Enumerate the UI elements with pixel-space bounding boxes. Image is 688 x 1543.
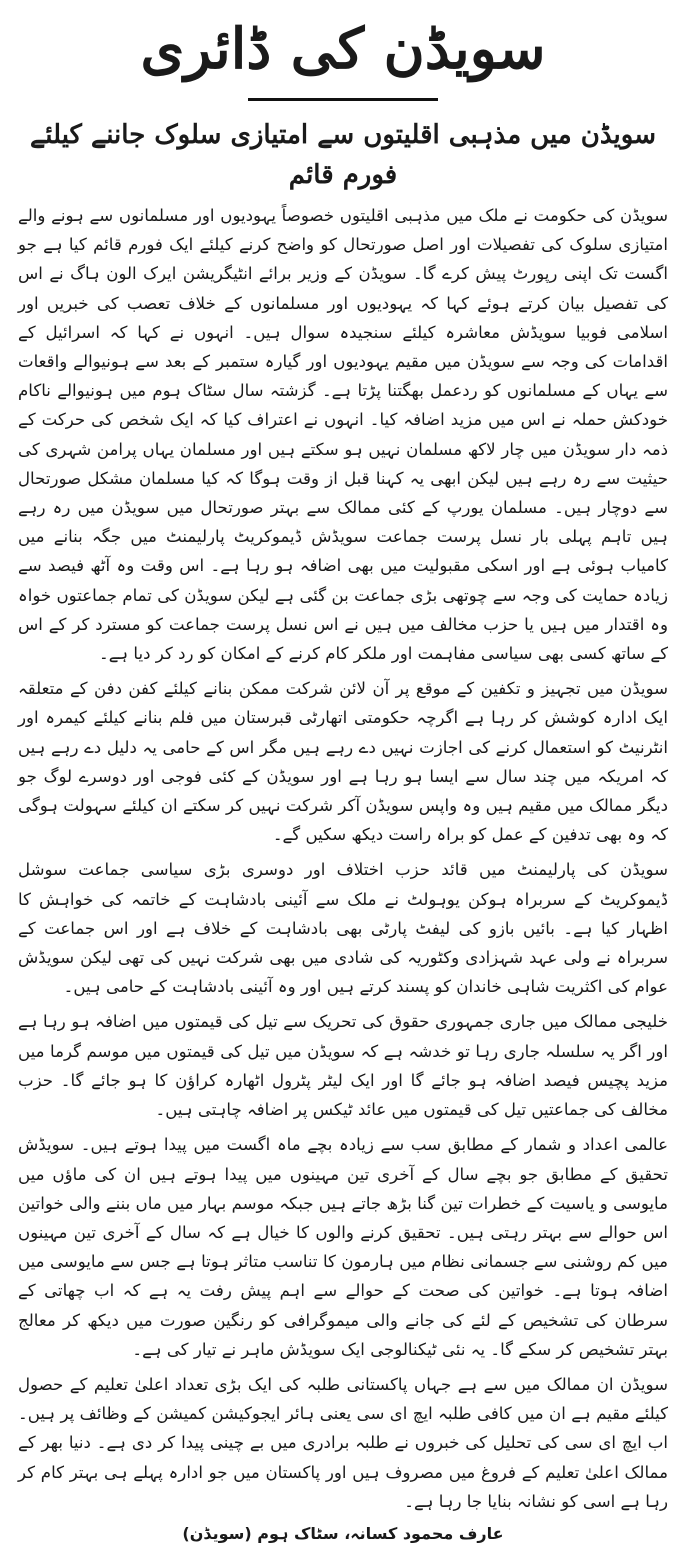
paragraph: خلیجی ممالک میں جاری جمہوری حقوق کی تحریک سے تیل کی قیمتوں میں اضافہ ہو رہا ہے اور اگر یہ سلسلہ جاری رہا تو خدشہ ہے کہ سویڈن میں تیل کی قیمتوں میں موسم گرما میں مزید پچیس فیصد اضافہ ہو جائے گا اور ایک لیٹر پٹرول اٹھارہ کراؤن کا ہو جائے گا۔ حزب مخالف کی جماعتیں تیل کی قیمتوں میں عائد ٹیکس پر اضافہ چاہتی ہیں۔: [18, 1012, 668, 1120]
masthead-rule: [248, 98, 438, 101]
paragraph: سویڈن ان ممالک میں سے ہے جہاں پاکستانی طلبہ کی ایک بڑی تعداد اعلیٰ تعلیم کے حصول کیلئے مقیم ہے ان میں کافی طلبہ ایچ ای سی یعنی ہائر ایجوکیشن کمیشن کے وظائف پر ہیں۔ اب ایچ ای سی کی تحلیل کی خبروں نے طلبہ برادری میں بے چینی پیدا کر دی ہے۔ دنیا بھر کے ممالک اعلیٰ تعلیم کے فروغ میں مصروف ہیں اور پاکستان میں جو ادارہ پہلے ہی بہتر کام کر رہا ہے اسی کو نشانہ بنایا جا رہا ہے۔: [18, 1374, 668, 1511]
paragraph: سویڈن میں تجہیز و تکفین کے موقع پر آن لائن شرکت ممکن بنانے کیلئے کفن دفن کے متعلقہ ایک ادارہ کوشش کر رہا ہے اگرچہ حکومتی اتھارٹی قبرستان میں فلم بنانے کیلئے کیمرہ اور انٹرنیٹ کو استعمال کرنے کی اجازت نہیں دے رہے ہیں مگر اس کے حامی یہ دلیل دے رہے ہیں کہ امریکہ میں چند سال سے ایسا ہو رہا ہے اور سویڈن کے کئی فوجی اور دوسرے لوگ جو دیگر ممالک میں مقیم ہیں وہ واپس سویڈن آکر شرکت نہیں کر سکتے ان کیلئے سہولت ہوگی کہ وہ بھی تدفین کے عمل کو براہ راست دیکھ سکیں گے۔: [18, 679, 668, 845]
paragraph: سویڈن کی حکومت نے ملک میں مذہبی اقلیتوں خصوصاً یہودیوں اور مسلمانوں سے ہونے والے امتیازی سلوک کی تفصیلات اور اصل صورتحال کو واضح کرنے کیلئے ایک فورم قائم کیا ہے جو اگست تک اپنی رپورٹ پیش کرے گا۔ سویڈن کے وزیر برائے انٹیگریشن ایرک الون ہاگ نے اس کی تفصیل بیان کرتے ہوئے کہا کہ یہودیوں اور مسلمانوں کے خلاف تعصب کی خبریں اور اسلامی فوبیا سویڈش معاشرہ کیلئے سنجیدہ سوال ہیں۔ انہوں نے کہا کہ اسرائیل کے اقدامات کی وجہ سے سویڈن میں مقیم یہودیوں اور گیارہ ستمبر کے بعد سے ہونیوالے واقعات سے یہاں کے مسلمانوں کو ردعمل بھگتنا پڑتا ہے۔ گزشتہ سال سٹاک ہوم میں ہونیوالے ناکام خودکش حملہ نے اس میں مزید اضافہ کیا۔ انہوں نے اعتراف کیا کہ ایک شخص کی حرکت کے ذمہ دار سویڈن میں چار لاکھ مسلمان نہیں ہو سکتے ہیں اور مسلمان یہاں پرامن شہری کی حیثیت سے رہ رہے ہیں لیکن ابھی یہ کہنا قبل از وقت ہوگا کہ کیا مسلمان مشکل صورتحال سے دوچار ہیں۔ مسلمان یورپ کے کئی ممالک سے بہتر صورتحال میں سویڈن میں رہ رہے ہیں تاہم پہلی بار نسل پرست جماعت سویڈش ڈیموکریٹ پارلیمنٹ میں جگہ بنانے میں کامیاب ہوئی ہے اور اسکی مقبولیت میں بھی اضافہ ہو رہا ہے۔ اس وقت وہ آٹھ فیصد سے زیادہ حمایت کی وجہ سے چوتھی بڑی جماعت بن گئی ہے لیکن سویڈن کی تمام جماعتوں خواہ وہ اقتدار میں ہیں یا حزب مخالف میں ہیں نے اس نسل پرست جماعت کو مسترد کر کے اس کے ساتھ کسی بھی سیاسی مفاہمت اور ملکر کام کرنے کے امکان کو رد کر دیا ہے۔: [18, 206, 668, 664]
article-body: [18, 201, 668, 1516]
author-signature: عارف محمود کسانہ، سٹاک ہوم (سویڈن): [182, 1523, 504, 1543]
paragraph: سویڈن کی پارلیمنٹ میں قائد حزب اختلاف اور دوسری بڑی سیاسی جماعت سوشل ڈیموکریٹ کے سربراہ ہوکن یوہولٹ نے ملک سے آئینی بادشاہت کے خاتمہ کی خواہش کا اظہار کیا ہے۔ بائیں بازو کی لیفٹ پارٹی بھی بادشاہت کے خلاف ہے اور اس جماعت کے سربراہ نے ولی عہد شہزادی وکٹوریہ کی شادی میں بھی شرکت نہیں کی تھی لیکن سویڈش عوام کی اکثریت شاہی خاندان کو پسند کرتے ہیں اور وہ آئینی بادشاہت کے حامی ہیں۔: [18, 860, 668, 997]
column-masthead: سویڈن کی ڈائری: [140, 16, 546, 82]
paragraph: عالمی اعداد و شمار کے مطابق سب سے زیادہ بچے ماہ اگست میں پیدا ہوتے ہیں۔ سویڈش تحقیق کے مطابق جو بچے سال کے آخری تین مہینوں میں پیدا ہوتے ہیں ان کی ماؤں میں مایوسی و یاسیت کے خطرات تین گنا بڑھ جاتے ہیں جبکہ موسم بہار میں ماں بننے والی خواتین اس حوالے سے بہتر رہتی ہیں۔ تحقیق کرنے والوں کا خیال ہے کہ سال کے آخری تین مہینوں میں کم روشنی سے جسمانی نظام میں ہارمون کا تناسب متاثر ہوتا ہے جس سے مایوسی میں اضافہ ہوتا ہے۔ خواتین کی صحت کے حوالے سے اہم پیش رفت یہ ہے کہ اب چھاتی کے سرطان کی تشخیص کے لئے کی جانے والی میموگرافی کو رنگین صورت میں دیکھ کر معالج بہتر تشخیص کر سکے گا۔ یہ نئی ٹیکنالوجی ایک سویڈش ماہر نے تیار کی ہے۔: [18, 1135, 668, 1359]
article-headline: سویڈن میں مذہبی اقلیتوں سے امتیازی سلوک جاننے کیلئے فورم قائم: [30, 120, 656, 190]
